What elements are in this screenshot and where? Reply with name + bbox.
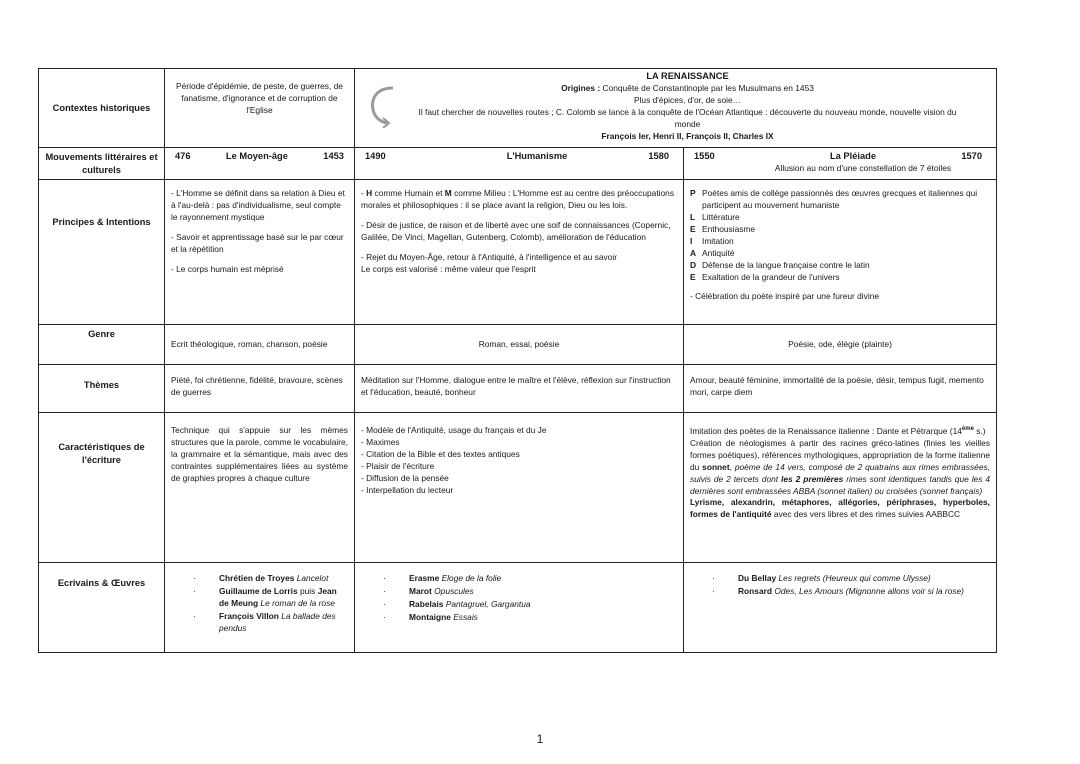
movement-pleiade: 1550 La Pléiade 1570 Allusion au nom d'une constellation de 7 étoiles [684, 148, 997, 180]
renaissance-table [38, 68, 997, 653]
label-caracteristiques: Caractéristiques de l'écriture [39, 413, 165, 563]
principes-moyen-age: - L'Homme se définit dans sa relation à Dieu et à l'au-delà : pas d'individualisme, seul compte le rayonnement mystique - Savoir et apprentissage basé sur le par cœur et la répétition - Le corps humain est méprisé [165, 180, 355, 325]
origines-line: Origines : Conquête de Constantinople par les Musulmans en 1453 [561, 83, 814, 94]
caracteristiques-pleiade: Imitation des poètes de la Renaissance italienne : Dante et Pétrarque (14ème s.) Création de néologismes à partir des racines gréco-latines (finies les vieilles formes poétiques), références mythologiques, appropriation de la forme italienne du sonnet, poème de 14 vers, composé de 2 quatrains aux rimes embrassées, suivis de 2 tercets dont les 2 premières rimes sont identiques tandis que les 4 dernières sont embrassées ABBA (sonnet italien) ou croisées (sonnet français) Lyrisme, alexandrin, métaphores, allégories, périphrases, hyperboles, formes de l'antiquité avec des vers libres et des rimes suivies AABBCC [684, 413, 997, 563]
genre-pleiade: Poésie, ode, élégie (plainte) [684, 325, 997, 365]
row-mouvements [39, 148, 997, 180]
list-item: · François Villon La ballade des pendus [193, 610, 336, 633]
list-item: · Erasme Eloge de la folie [383, 573, 502, 584]
kings-line: François Ier, Henri II, François II, Charles IX [601, 130, 774, 141]
row-contextes [39, 69, 997, 148]
genre-moyen-age: Ecrit théologique, roman, chanson, poésie [165, 325, 355, 365]
ecrivains-moyen-age [165, 563, 355, 653]
label-principes: Principes & Intentions [39, 180, 165, 325]
row-caracteristiques [39, 413, 997, 563]
list-item: · Guillaume de Lorris puis Jean de Meung Le roman de la rose [193, 586, 337, 608]
row-themes [39, 365, 997, 413]
page-number: 1 [536, 732, 544, 746]
list-item: · Du Bellay Les regrets (Heureux qui comme Ulysse) [712, 573, 931, 584]
label-ecrivains: Ecrivains & Œuvres [39, 563, 165, 653]
themes-pleiade: Amour, beauté féminine, immortalité de la poésie, désir, tempus fugit, memento mori, carpe diem [684, 365, 997, 413]
list-item: · Rabelais Pantagruel, Gargantua [383, 598, 531, 609]
row-ecrivains [39, 563, 997, 653]
contexte-moyen-age: Période d'épidémie, de peste, de guerres, de fanatisme, d'ignorance et de corruption de l'Eglise [165, 69, 355, 148]
contexte-renaissance [355, 69, 997, 148]
ecrivains-humanisme [355, 563, 684, 653]
row-principes [39, 180, 997, 325]
themes-moyen-age: Piété, foi chrétienne, fidélité, bravoure, scènes de guerres [165, 365, 355, 413]
label-themes: Thèmes [39, 365, 165, 413]
ecrivains-pleiade [684, 563, 997, 653]
curved-arrow-icon [367, 84, 399, 128]
list-item: · Chrétien de Troyes Lancelot [193, 573, 329, 584]
themes-humanisme: Méditation sur l'Homme, dialogue entre le maître et l'élève, réflexion sur l'instruction et l'éducation, beauté, bonheur [355, 365, 684, 413]
renaissance-title: LA RENAISSANCE [646, 71, 729, 81]
label-mouvements: Mouvements littéraires et culturels [39, 148, 165, 180]
list-item: · Montaigne Essais [383, 611, 478, 622]
label-contextes: Contextes historiques [39, 69, 165, 148]
caracteristiques-moyen-age: Technique qui s'appuie sur les mèmes structures que la parole, comme le vocabulaire, la grammaire et la sémantique, mais avec des contraintes supplémentaires liées au système de graphies propres à chaque culture [165, 413, 355, 563]
principes-pleiade: P Poètes amis de collège passionnés des œuvres grecques et italiennes qui participent au mouvement humaniste L Littérature E Enthousiasme I Imitation A Antiquité D Défense de la langue française contre le latin E Exaltation de la grandeur de l'univers - Célébration du poète inspiré par une fureur divine [684, 180, 997, 325]
label-genre: Genre [39, 325, 165, 365]
epices-line: Plus d'épices, d'or, de soie… [633, 95, 741, 106]
movement-moyen-age: 476 Le Moyen-âge 1453 [165, 148, 355, 180]
routes-line: Il faut chercher de nouvelles routes ; C. Colomb se lance à la conquête de l'Océan Atlantique : découverte du nouveau monde, nouvelle vision du monde [418, 107, 957, 129]
genre-humanisme: Roman, essai, poésie [355, 325, 684, 365]
principes-humanisme: - H comme Humain et M comme Milieu : L'Homme est au centre des préoccupations morales et philosophiques : il se place avant la religion, Dieu ou les lois. - Désir de justice, de raison et de liberté avec une soif de connaissances (Copernic, Galilée, De Vinci, Magellan, Gutenberg, Colomb), amélioration de l'éducation - Rejet du Moyen-Âge, retour à l'Antiquité, à l'intelligence et au savoir Le corps est valorisé : même valeur que l'esprit [355, 180, 684, 325]
list-item: · Marot Opuscules [383, 586, 474, 597]
row-genre [39, 325, 997, 365]
movement-humanisme: 1490 L'Humanisme 1580 [355, 148, 684, 180]
list-item: · Ronsard Odes, Les Amours (Mignonne allons voir si la rose) [712, 586, 964, 597]
caracteristiques-humanisme: - Modèle de l'Antiquité, usage du français et du Je - Maximes - Citation de la Bible et des textes antiques - Plaisir de l'écriture - Diffusion de la pensée - Interpellation du lecteur [355, 413, 684, 563]
